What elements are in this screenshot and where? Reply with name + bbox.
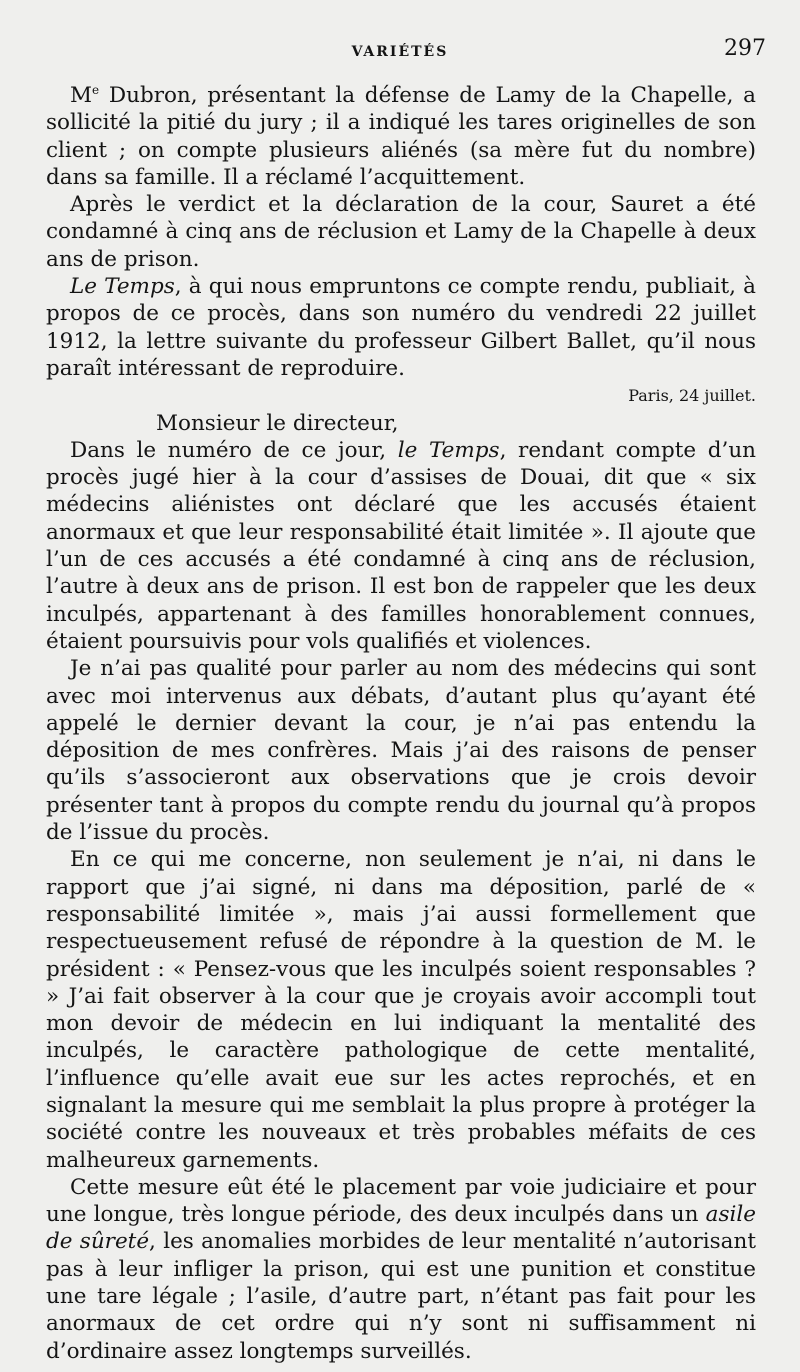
section-title: VARIÉTÉS — [351, 44, 449, 60]
text-run: Paris, 24 juillet. — [628, 386, 756, 406]
paragraph — [46, 1174, 756, 1365]
text-run: Cette mesure eût été le placement par voie judiciaire et pour une longue, très longue période, des deux inculpés dans un — [46, 1174, 756, 1228]
italic-text: Le Temps — [70, 274, 175, 300]
text-run: En ce qui me concerne, non seulement je n’ai, ni dans le rapport que j’ai signé, ni dans ma déposition, parlé de « responsabilité limitée », mais j’ai aussi formellement que respectueusement refusé de répondre à la question de M. le président : « Pensez-vous que les inculpés soient responsables ? » J’ai fait observer à la cour que je croyais avoir accompli tout mon devoir de médecin en lui indiquant la mentalité des inculpés, le caractère pathologique de cette mentalité, l’influence qu’elle avait eue sur les actes reprochés, et en signalant la mesure qui me semblait la plus propre à protéger la société contre les nouveaux et très probables méfaits de ces malheureux garnements. — [46, 847, 756, 1173]
text-run: Après le verdict et la déclaration de la cour, Sauret a été condamné à cinq ans de réclusion et Lamy de la Chapelle à deux ans de prison. — [46, 192, 756, 272]
paragraph — [46, 82, 756, 191]
text-run: , les anomalies morbides de leur mentalité n’autorisant pas à leur infliger la prison, qui est une punition et constitue une tare légale ; l’asile, d’autre part, n’étant pas fait pour les anormaux de cet ordre qui n’y sont ni suffisamment ni d’ordinaire assez longtemps surveillés. — [46, 1229, 756, 1364]
body-text — [46, 82, 756, 1365]
italic-text: asile de sûreté — [46, 1202, 756, 1255]
page-number: 297 — [724, 36, 766, 61]
paragraph — [46, 437, 756, 655]
paragraph — [46, 273, 756, 382]
letter-dateline — [46, 382, 756, 409]
superscript: e — [92, 82, 100, 97]
running-head — [0, 36, 800, 66]
paragraph — [46, 191, 756, 273]
text-run: M — [70, 83, 93, 108]
text-run: Je n’ai pas qualité pour parler au nom des médecins qui sont avec moi intervenus aux débats, d’autant plus qu’ayant été appelé le dernier devant la cour, je n’ai pas entendu la déposition de mes confrères. Mais j’ai des raisons de penser qu’ils s’associeront aux observations que je crois devoir présenter tant à propos du compte rendu du journal qu’à propos de l’issue du procès. — [46, 656, 756, 846]
text-run: Dubron, présentant la défense de Lamy de la Chapelle, a sollicité la pitié du jury ; il a indiqué les tares originelles de son client ; on compte plusieurs aliénés (sa mère fut du nombre) dans sa famille. Il a réclamé l’acquittement. — [46, 83, 756, 190]
text-run: Dans le numéro de ce jour, — [70, 437, 398, 463]
text-run: , à qui nous empruntons ce compte rendu, publiait, à propos de ce procès, dans son numéro du vendredi 22 juillet 1912, la lettre suivante du professeur Gilbert Ballet, qu’il nous paraît intéressant de reproduire. — [46, 274, 756, 381]
paragraph — [46, 846, 756, 1174]
italic-text: le Temps — [397, 437, 500, 463]
text-run: Monsieur le directeur, — [156, 410, 399, 436]
text-run: , rendant compte d’un procès jugé hier à la cour d’assises de Douai, dit que « six médecins aliénistes ont déclaré que les accusés étaient anormaux et que leur responsabilité était limitée ». Il ajoute que l’un de ces accusés a été condamné à cinq ans de réclusion, l’autre à deux ans de prison. Il est bon de rappeler que les deux inculpés, appartenant à des familles honorablement connues, étaient poursuivis pour vols qualifiés et violences. — [46, 437, 757, 654]
letter-salutation — [46, 410, 756, 437]
paragraph — [46, 655, 756, 846]
